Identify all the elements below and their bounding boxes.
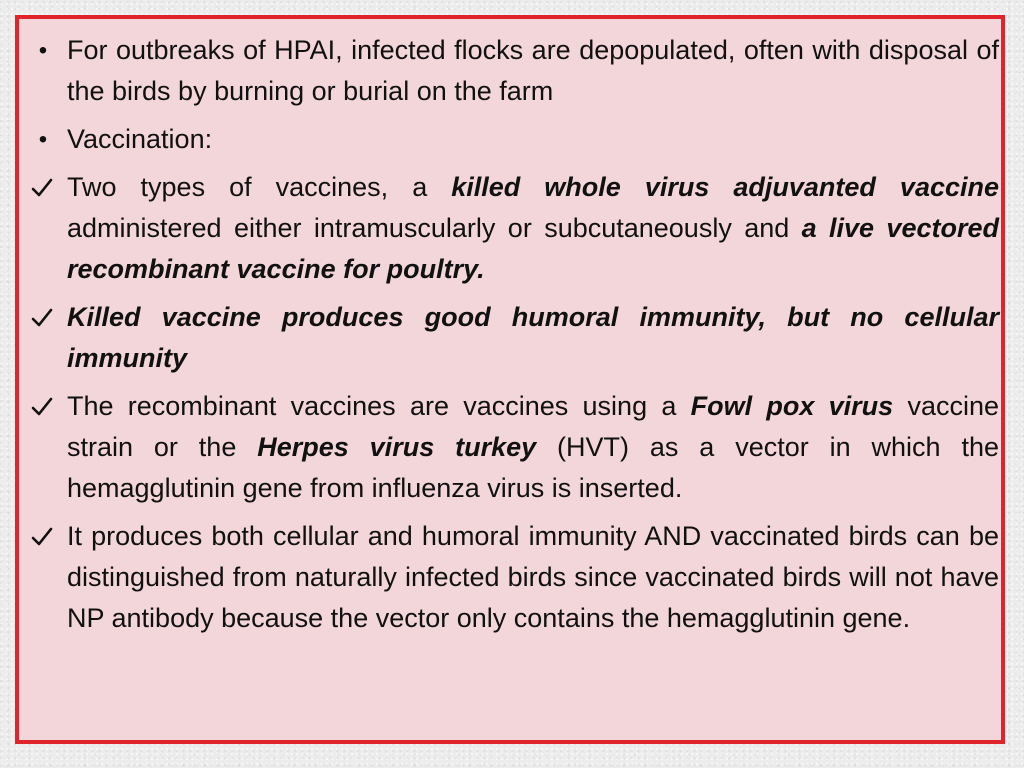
emphasis-text: Fowl pox virus <box>690 391 894 421</box>
emphasis-text: a live vectored recombinant vaccine for poultry. <box>67 213 999 284</box>
emphasis-text: Herpes virus turkey <box>257 432 537 462</box>
checkmark-icon <box>31 297 55 328</box>
item-text: It produces both cellular and humoral immunity AND vaccinated birds can be distinguished from naturally infected birds since vaccinated birds will not have NP antibody because the vector only contains the hemagglutinin gene. <box>67 521 999 633</box>
item-text: administered either intramuscularly or subcutaneously and <box>67 213 802 243</box>
item-text: For outbreaks of HPAI, infected flocks are depopulated, often with disposal of the birds by burning or burial on the farm <box>67 35 999 106</box>
emphasis-text: Killed vaccine produces good humoral immunity, but no cellular immunity <box>67 302 999 373</box>
item-text: (HVT) as a vector in which the hemagglutinin gene from influenza virus is inserted. <box>67 432 999 503</box>
checkmark-icon <box>31 516 55 547</box>
bullet-dot-icon: • <box>38 37 48 64</box>
checkmark-icon <box>31 167 55 198</box>
slide-frame <box>15 15 1005 744</box>
bullet-dot-icon: • <box>38 126 48 153</box>
checkmark-icon <box>31 386 55 417</box>
list-item <box>19 516 1009 639</box>
list-item <box>19 297 1009 379</box>
list-item <box>19 386 1009 509</box>
item-text: Vaccination: <box>67 124 213 154</box>
list-item <box>19 167 1009 290</box>
list-item <box>19 30 1009 112</box>
item-text: The recombinant vaccines are vaccines using a <box>67 391 691 421</box>
item-text: Two types of vaccines, a <box>67 172 452 202</box>
bullet-list <box>19 30 1009 646</box>
list-item <box>19 119 1009 160</box>
emphasis-text: killed whole virus adjuvanted vaccine <box>451 172 1000 202</box>
item-text: vaccine strain or the <box>67 391 999 462</box>
